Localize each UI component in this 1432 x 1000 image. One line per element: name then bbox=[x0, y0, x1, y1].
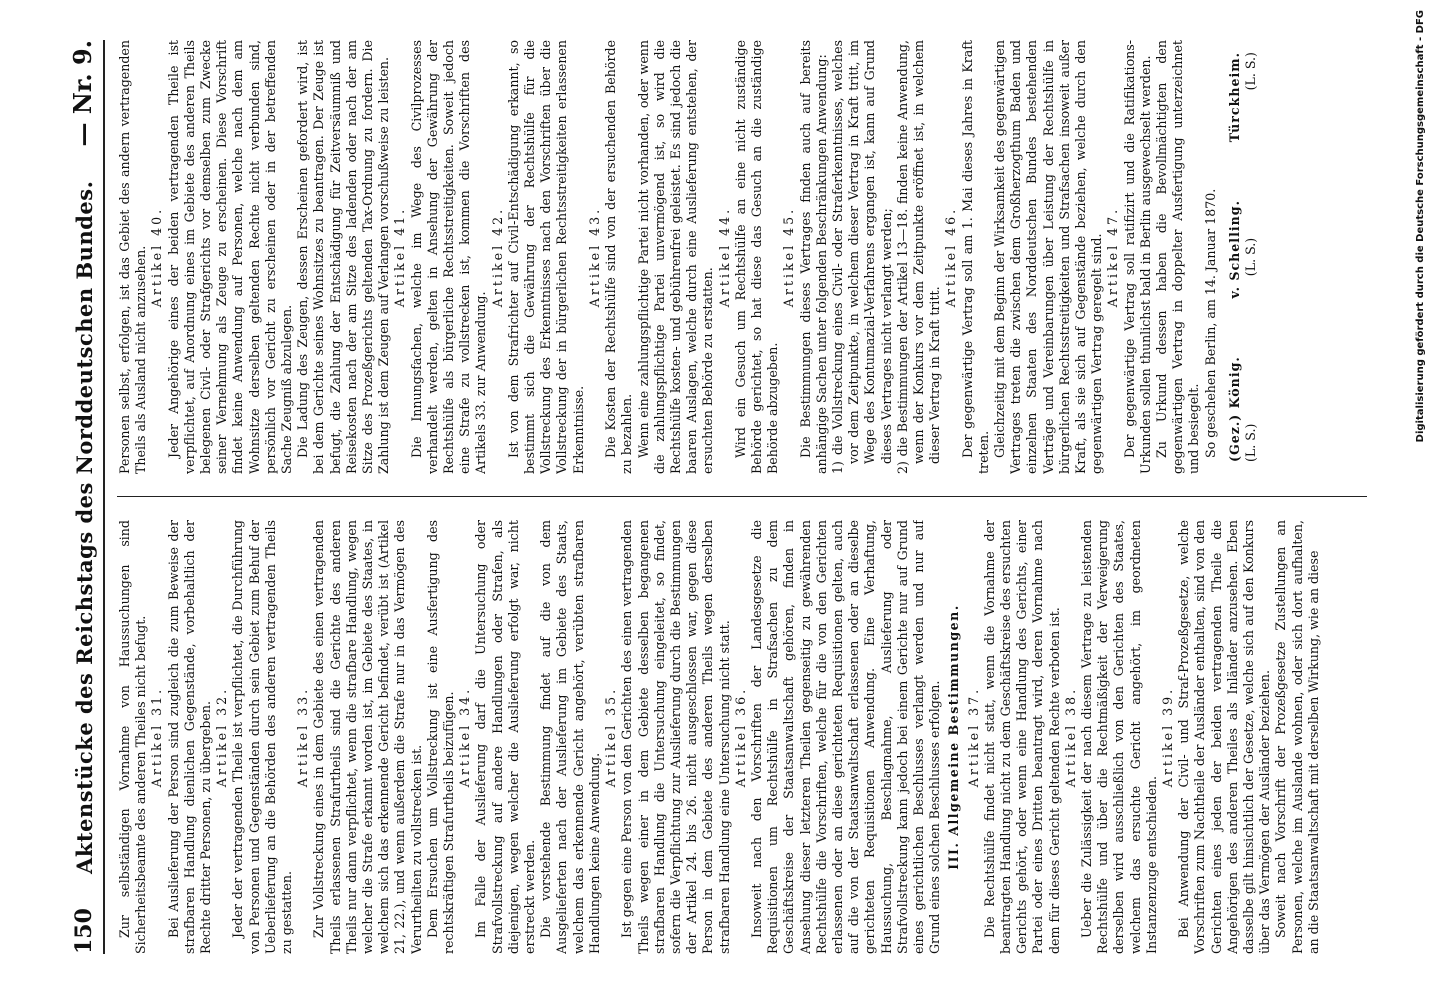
digitization-credit: Digitalisierung gefördert durch die Deutsche Forschungsgemeinschaft - DFG bbox=[1415, 10, 1426, 443]
article-heading: Artikel 45. bbox=[781, 206, 797, 308]
paragraph: Im Falle der Auslieferung darf die Untersuchung oder Strafvollstreckung auf andere Handlungen oder Strafen, als diejenigen, wegen welcher die Auslieferung erfolgt war, nicht erstreckt werden. bbox=[473, 520, 538, 954]
article-heading: Artikel 33. bbox=[295, 686, 311, 788]
article-heading: Artikel 38. bbox=[1062, 686, 1078, 788]
signature-schelling: v. Schelling. bbox=[1226, 200, 1242, 299]
paragraph: Zur selbständigen Vornahme von Haussuchungen sind Sicherheitsbeamte des anderen Theiles nicht befugt. bbox=[117, 520, 149, 954]
paragraph: Jeder der vertragenden Theile ist verpflichtet, die Durchführung von Personen und Gegenständen durch sein Gebiet zum Behuf der Ueberlieferung an die Behörden des anderen vertragenden Theils zu gestatten. bbox=[230, 520, 295, 954]
paragraph: Die Ladung des Zeugen, dessen Erscheinen gefordert wird, ist bei dem Gerichte seines Wohnsitzes zu beantragen. Der Zeuge ist befugt, die Zahlung der Entschädigung für Zeitversäumniß und Reisekosten nach der am Sitze des ladenden oder nach der am Sitze des Prozeßgerichts geltenden Tax-Ordnung zu fordern. Die Zahlung ist dem Zeugen auf Verlangen vorschußweise zu leisten. bbox=[295, 40, 392, 474]
article-heading: Artikel 44. bbox=[716, 206, 732, 308]
paragraph: Wenn eine zahlungspflichtige Partei nicht vorhanden, oder wenn die zahlungspflichtige Partei unvermögend ist, so wird die Rechtshülfe kosten- und gebührenfrei geleistet. Es sind jedoch die baaren Auslagen, welche durch eine Auslieferung entstehen, der ersuchten Behörde zu erstatten. bbox=[635, 40, 716, 474]
list-item: 2) die Bestimmungen der Artikel 13—18. finden keine Anwendung, wenn der Konkurs vor dem Zeitpunkte eröffnet ist, in welchem dieser Vertrag in Kraft tritt. bbox=[894, 40, 943, 474]
paragraph: Ist gegen eine Person von den Gerichten des einen vertragenden Theils wegen einer in dem Gebiete desselben begangenen strafbaren Handlung die Untersuchung eingeleitet, so findet, sofern die Verpflichtung zur Auslieferung durch die Bestimmungen der Artikel 24. bis 26. nicht ausgeschlossen war, gegen diese Person in dem Gebiete des anderen Theils wegen derselben strafbaren Handlung eine Untersuchung nicht statt. bbox=[619, 520, 732, 954]
paragraph: Insoweit nach den Vorschriften der Landesgesetze die Requisitionen um Rechtshülfe in Strafsachen zu dem Geschäftskreise der Staatsanwaltschaft gehören, finden in Ansehung dieser letzteren Theilen gegenseitig zu gewährenden Rechtshülfe die Vorschriften, welche für die von den Gerichten erlassenen oder an diese gerichteten Requisitionen gelten, auch auf die von der Staatsanwaltschaft erlassenen oder an dieselbe gerichteten Requisitionen Anwendung. Eine Verhaftung, Haussuchung, Beschlagnahme, Auslieferung oder Strafvollstreckung kann jedoch bei einem Gerichte nur auf Grund eines gerichtlichen Beschlusses verlangt werden und nur auf Grund eines solchen Beschlusses erfolgen. bbox=[748, 520, 943, 954]
article-heading: Artikel 37. bbox=[965, 686, 981, 788]
paragraph: Zur Vollstreckung eines in dem Gebiete des einen vertragenden Theils erlassenen Strafurtheils sind die Gerichte des anderen Theils nur dann verpflichtet, wenn die strafbare Handlung, wegen welcher die Strafe erkannt worden ist, im Gebiete des Staates, in welchem sich das erkennende Gericht befindet, verübt ist (Artikel 21, 22.), und wenn außerdem die Strafe nur in das Vermögen des Verurtheilten zu vollstrecken ist. bbox=[311, 520, 424, 954]
paragraph: Der gegenwärtige Vertrag soll am 1. Mai dieses Jahres in Kraft treten. bbox=[959, 40, 991, 474]
list-item: 1) die Vollstreckung eines Civil- oder Straferkenntnisses, welches vor dem Zeitpunkte, in welchem dieser Vertrag in Kraft tritt, im Wege des Kontumazial-Verfahrens ergangen ist, kann auf Grund dieses Vertrages nicht verlangt werden; bbox=[829, 40, 894, 474]
article-heading: Artikel 41. bbox=[392, 206, 408, 308]
paragraph: Dem Ersuchen um Vollstreckung ist eine Ausfertigung des rechtskräftigen Strafurtheils beizufügen. bbox=[424, 520, 457, 954]
paragraph: Gleichzeitig mit dem Beginn der Wirksamkeit des gegenwärtigen Vertrages treten die zwischen dem Großherzogthum Baden und einzelnen Staaten des Norddeutschen Bundes bestehenden Verträge und Vereinbarungen über Leistung der Rechtshülfe in bürgerlichen Rechtsstreitigkeiten und Strafsachen insoweit außer Kraft, als sie sich auf Gegenstände beziehen, welche durch den gegenwärtigen Vertrag geregelt sind. bbox=[991, 40, 1105, 474]
seal-mark: (L. S.) bbox=[1243, 52, 1259, 91]
paragraph: Die vorstehende Bestimmung findet auf die von dem Ausgelieferten nach der Auslieferung im Gebiete des Staats, welchem das erkennende Gericht angehört, verübten strafbaren Handlungen keine Anwendung. bbox=[538, 520, 602, 954]
paragraph: Ist von dem Strafrichter auf Civil-Entschädigung erkannt, so bestimmt sich die Gewährung der Rechtshülfe für die Vollstreckung des Erkenntnisses nach den Vorschriften über die Vollstreckung der in bürgerlichen Rechtsstreitigkeiten erlassenen Erkenntnisse. bbox=[505, 40, 586, 474]
paragraph: Jeder Angehörige eines der beiden vertragenden Theile ist verpflichtet, auf Anordnung eines im Gebiete des anderen Theils belegenen Civil- oder Strafgerichts vor demselben zum Zwecke seiner Vernehmung als Zeuge zu erscheinen. Diese Vorschrift findet keine Anwendung auf Personen, welche nach dem am Wohnsitze derselben geltenden Rechte nicht verbunden sind, persönlich vor Gericht zu erscheinen oder in der betreffenden Sache Zeugniß abzulegen. bbox=[165, 40, 295, 474]
left-column bbox=[117, 520, 1367, 954]
article-heading: Artikel 40. bbox=[149, 206, 165, 308]
signature-names bbox=[1227, 40, 1243, 474]
seal-mark: (L. S.) bbox=[1243, 237, 1259, 277]
article-heading: Artikel 47. bbox=[1105, 206, 1121, 308]
article-heading: Artikel 46. bbox=[943, 206, 959, 308]
paragraph: So geschehen Berlin, am 14. Januar 1870. bbox=[1202, 188, 1218, 458]
page-header bbox=[55, 40, 105, 954]
article-heading: Artikel 32. bbox=[214, 686, 230, 788]
paragraph: Soweit nach Vorschrift der Prozeßgesetze Zustellungen an Personen, welche im Auslande wohnen, oder sich dort aufhalten, an die Staatsanwaltschaft mit derselben Wirkung, wie an diese bbox=[1273, 520, 1321, 954]
article-heading: Artikel 34. bbox=[457, 686, 473, 788]
article-heading: Artikel 43. bbox=[586, 206, 602, 308]
article-heading: Artikel 39. bbox=[1160, 686, 1175, 788]
section-heading: III. Allgemeine Bestimmungen. bbox=[946, 604, 962, 870]
paragraph: Der gegenwärtige Vertrag soll ratifizirt und die Ratifikations-Urkunden sollen thunlichst bald in Berlin ausgewechselt werden. bbox=[1121, 40, 1153, 474]
column-divider bbox=[117, 497, 1367, 498]
paragraph: Bei Auslieferung der Person sind zugleich die zum Beweise der strafbaren Handlung dienlichen Gegenstände, vorbehaltlich der Rechte dritter Personen, zu übergeben. bbox=[165, 520, 214, 954]
running-title: Aktenstücke des Reichstags des Norddeutschen Bundes. bbox=[72, 180, 97, 874]
paragraph: Zu Urkund dessen haben die Bevollmächtigten den gegenwärtigen Vertrag in doppelter Ausfertigung unterzeichnet und besiegelt. bbox=[1154, 40, 1202, 474]
seal-marks bbox=[1243, 40, 1259, 474]
paragraph: Die Kosten der Rechtshülfe sind von der ersuchenden Behörde zu bezahlen. bbox=[603, 40, 635, 474]
paragraph: Wird ein Gesuch um Rechtshülfe an eine nicht zuständige Behörde gerichtet, so hat diese das Gesuch an die zuständige Behörde abzugeben. bbox=[732, 40, 781, 474]
seal-mark: (L. S.) bbox=[1243, 423, 1259, 462]
paragraph: Ueber die Zulässigkeit der nach diesem Vertrage zu leistenden Rechtshülfe und über die Rechtmäßigkeit der Verweigerung derselben wird ausschließlich von den Gerichten des Staates, welchem das ersuchte Gericht angehört, im geordneten Instanzenzuge entschieden. bbox=[1078, 520, 1159, 954]
digitization-margin bbox=[1400, 0, 1432, 1000]
article-heading: Artikel 31. bbox=[149, 686, 165, 788]
signature-block bbox=[1227, 40, 1259, 474]
issue-number: — Nr. 9. bbox=[68, 40, 97, 147]
paragraph: Die Innungsfachen, welche im Wege des Civilprozesses verhandelt werden, gelten in Ansehung der Gewährung der Rechtshülfe als bürgerliche Rechtsstreitigkeiten. Soweit jedoch eine Strafe zu vollstrecken ist, kommen die Vorschriften des Artikels 33. zur Anwendung. bbox=[408, 40, 489, 474]
article-heading: Artikel 35. bbox=[603, 686, 619, 788]
right-column bbox=[117, 40, 1367, 474]
page-number: 150 bbox=[71, 908, 97, 954]
paragraph: Bei Anwendung der Civil- und Straf-Prozeßgesetze, welche Vorschriften zum Nachtheile der Ausländer enthalten, sind von den Gerichten eines jeden der beiden vertragenden Theile die Angehörigen des anderen Theiles als Inländer anzusehen. Eben dasselbe gilt hinsichtlich der Gesetze, welche sich auf den Konkurs über das Vermögen der Ausländer beziehen. bbox=[1176, 520, 1273, 954]
paragraph: Die Bestimmungen dieses Vertrages finden auch auf bereits anhängige Sachen unter folgenden Beschränkungen Anwendung: bbox=[797, 40, 829, 474]
article-heading: Artikel 36. bbox=[732, 686, 748, 788]
signature-tuerckheim: Türckheim. bbox=[1226, 52, 1242, 143]
paragraph: Die Rechtshülfe findet nicht statt, wenn die Vornahme der beantragten Handlung nicht zu dem Geschäftskreise des ersuchten Gerichts gehört, oder wenn eine Handlung des Gerichts, einer Partei oder eines Dritten beantragt wird, deren Vornahme nach dem für dieses Gericht geltenden Rechte verboten ist. bbox=[981, 520, 1062, 954]
signature-koenig: (Gez.) König. bbox=[1226, 356, 1242, 462]
right-column-body bbox=[117, 40, 1219, 474]
article-heading: Artikel 42. bbox=[489, 206, 505, 308]
text-columns bbox=[117, 40, 1367, 954]
paragraph-continued: Personen selbst, erfolgen, ist das Gebiet des andern vertragenden Theils als Ausland nicht anzusehen. bbox=[117, 40, 149, 474]
